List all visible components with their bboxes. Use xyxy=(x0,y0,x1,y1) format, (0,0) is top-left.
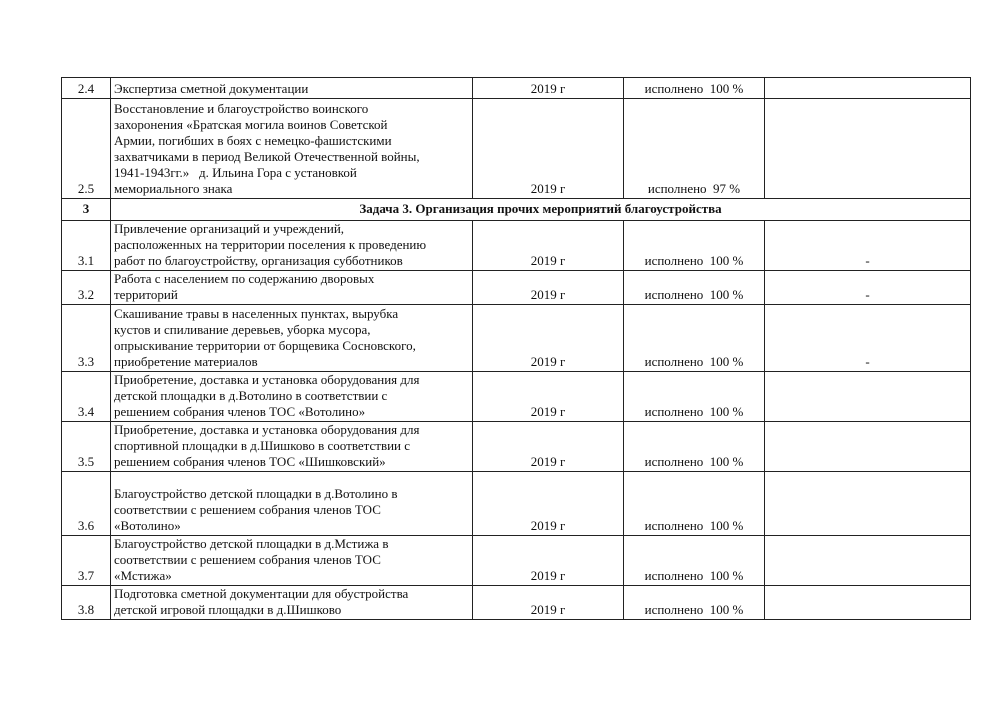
row-note xyxy=(765,99,971,199)
row-note xyxy=(765,586,971,620)
table-row xyxy=(62,271,971,305)
row-note xyxy=(765,536,971,586)
table-row xyxy=(62,221,971,271)
row-year: 2019 г xyxy=(473,472,624,536)
row-status: исполнено 100 % xyxy=(624,78,765,99)
row-note: - xyxy=(765,221,971,271)
task-header-row xyxy=(62,199,971,221)
task-number: 3 xyxy=(62,199,111,221)
row-number: 3.6 xyxy=(62,472,111,536)
row-note xyxy=(765,472,971,536)
row-description: Благоустройство детской площадки в д.Вотолино в соответствии с решением собрания членов ТОС «Вотолино» xyxy=(111,472,473,536)
table-row xyxy=(62,422,971,472)
row-note xyxy=(765,422,971,472)
task-title: Задача 3. Организация прочих мероприятий благоустройства xyxy=(111,199,971,221)
row-note: - xyxy=(765,271,971,305)
row-status: исполнено 97 % xyxy=(624,99,765,199)
row-year: 2019 г xyxy=(473,536,624,586)
table-row xyxy=(62,586,971,620)
row-year: 2019 г xyxy=(473,305,624,372)
table-row xyxy=(62,305,971,372)
row-number: 3.1 xyxy=(62,221,111,271)
row-number: 2.4 xyxy=(62,78,111,99)
row-status: исполнено 100 % xyxy=(624,536,765,586)
row-status: исполнено 100 % xyxy=(624,271,765,305)
measures-table xyxy=(61,77,971,620)
row-status: исполнено 100 % xyxy=(624,586,765,620)
row-description: Приобретение, доставка и установка оборудования для детской площадки в д.Вотолино в соответствии с решением собрания членов ТОС «Вотолино» xyxy=(111,372,473,422)
row-note xyxy=(765,372,971,422)
table-row xyxy=(62,372,971,422)
table-row xyxy=(62,472,971,536)
table-row xyxy=(62,78,971,99)
row-status: исполнено 100 % xyxy=(624,472,765,536)
row-year: 2019 г xyxy=(473,78,624,99)
row-description: Экспертиза сметной документации xyxy=(111,78,473,99)
row-number: 3.7 xyxy=(62,536,111,586)
row-number: 3.2 xyxy=(62,271,111,305)
row-status: исполнено 100 % xyxy=(624,422,765,472)
row-description: Привлечение организаций и учреждений, расположенных на территории поселения к проведению работ по благоустройству, организация субботников xyxy=(111,221,473,271)
row-year: 2019 г xyxy=(473,422,624,472)
row-note xyxy=(765,78,971,99)
row-description: Приобретение, доставка и установка оборудования для спортивной площадки в д.Шишково в соответствии с решением собрания членов ТОС «Шишковский» xyxy=(111,422,473,472)
row-year: 2019 г xyxy=(473,586,624,620)
row-status: исполнено 100 % xyxy=(624,305,765,372)
row-year: 2019 г xyxy=(473,99,624,199)
row-year: 2019 г xyxy=(473,372,624,422)
row-year: 2019 г xyxy=(473,271,624,305)
row-note: - xyxy=(765,305,971,372)
row-description: Скашивание травы в населенных пунктах, вырубка кустов и спиливание деревьев, уборка мусора, опрыскивание территории от борщевика Сосновского, приобретение материалов xyxy=(111,305,473,372)
row-status: исполнено 100 % xyxy=(624,221,765,271)
row-description: Благоустройство детской площадки в д.Мстижа в соответствии с решением собрания членов ТОС «Мстижа» xyxy=(111,536,473,586)
row-description: Подготовка сметной документации для обустройства детской игровой площадки в д.Шишково xyxy=(111,586,473,620)
table-row xyxy=(62,536,971,586)
table-row xyxy=(62,99,971,199)
row-description: Работа с населением по содержанию дворовых территорий xyxy=(111,271,473,305)
row-number: 3.3 xyxy=(62,305,111,372)
row-number: 3.8 xyxy=(62,586,111,620)
row-number: 2.5 xyxy=(62,99,111,199)
row-number: 3.5 xyxy=(62,422,111,472)
row-year: 2019 г xyxy=(473,221,624,271)
row-description: Восстановление и благоустройство воинского захоронения «Братская могила воинов Советской Армии, погибших в боях с немецко-фашистскими захватчиками в период Великой Отечественной войны, 1941-1943гг.» д. Ильина Гора с установкой мемориального знака xyxy=(111,99,473,199)
row-status: исполнено 100 % xyxy=(624,372,765,422)
row-number: 3.4 xyxy=(62,372,111,422)
